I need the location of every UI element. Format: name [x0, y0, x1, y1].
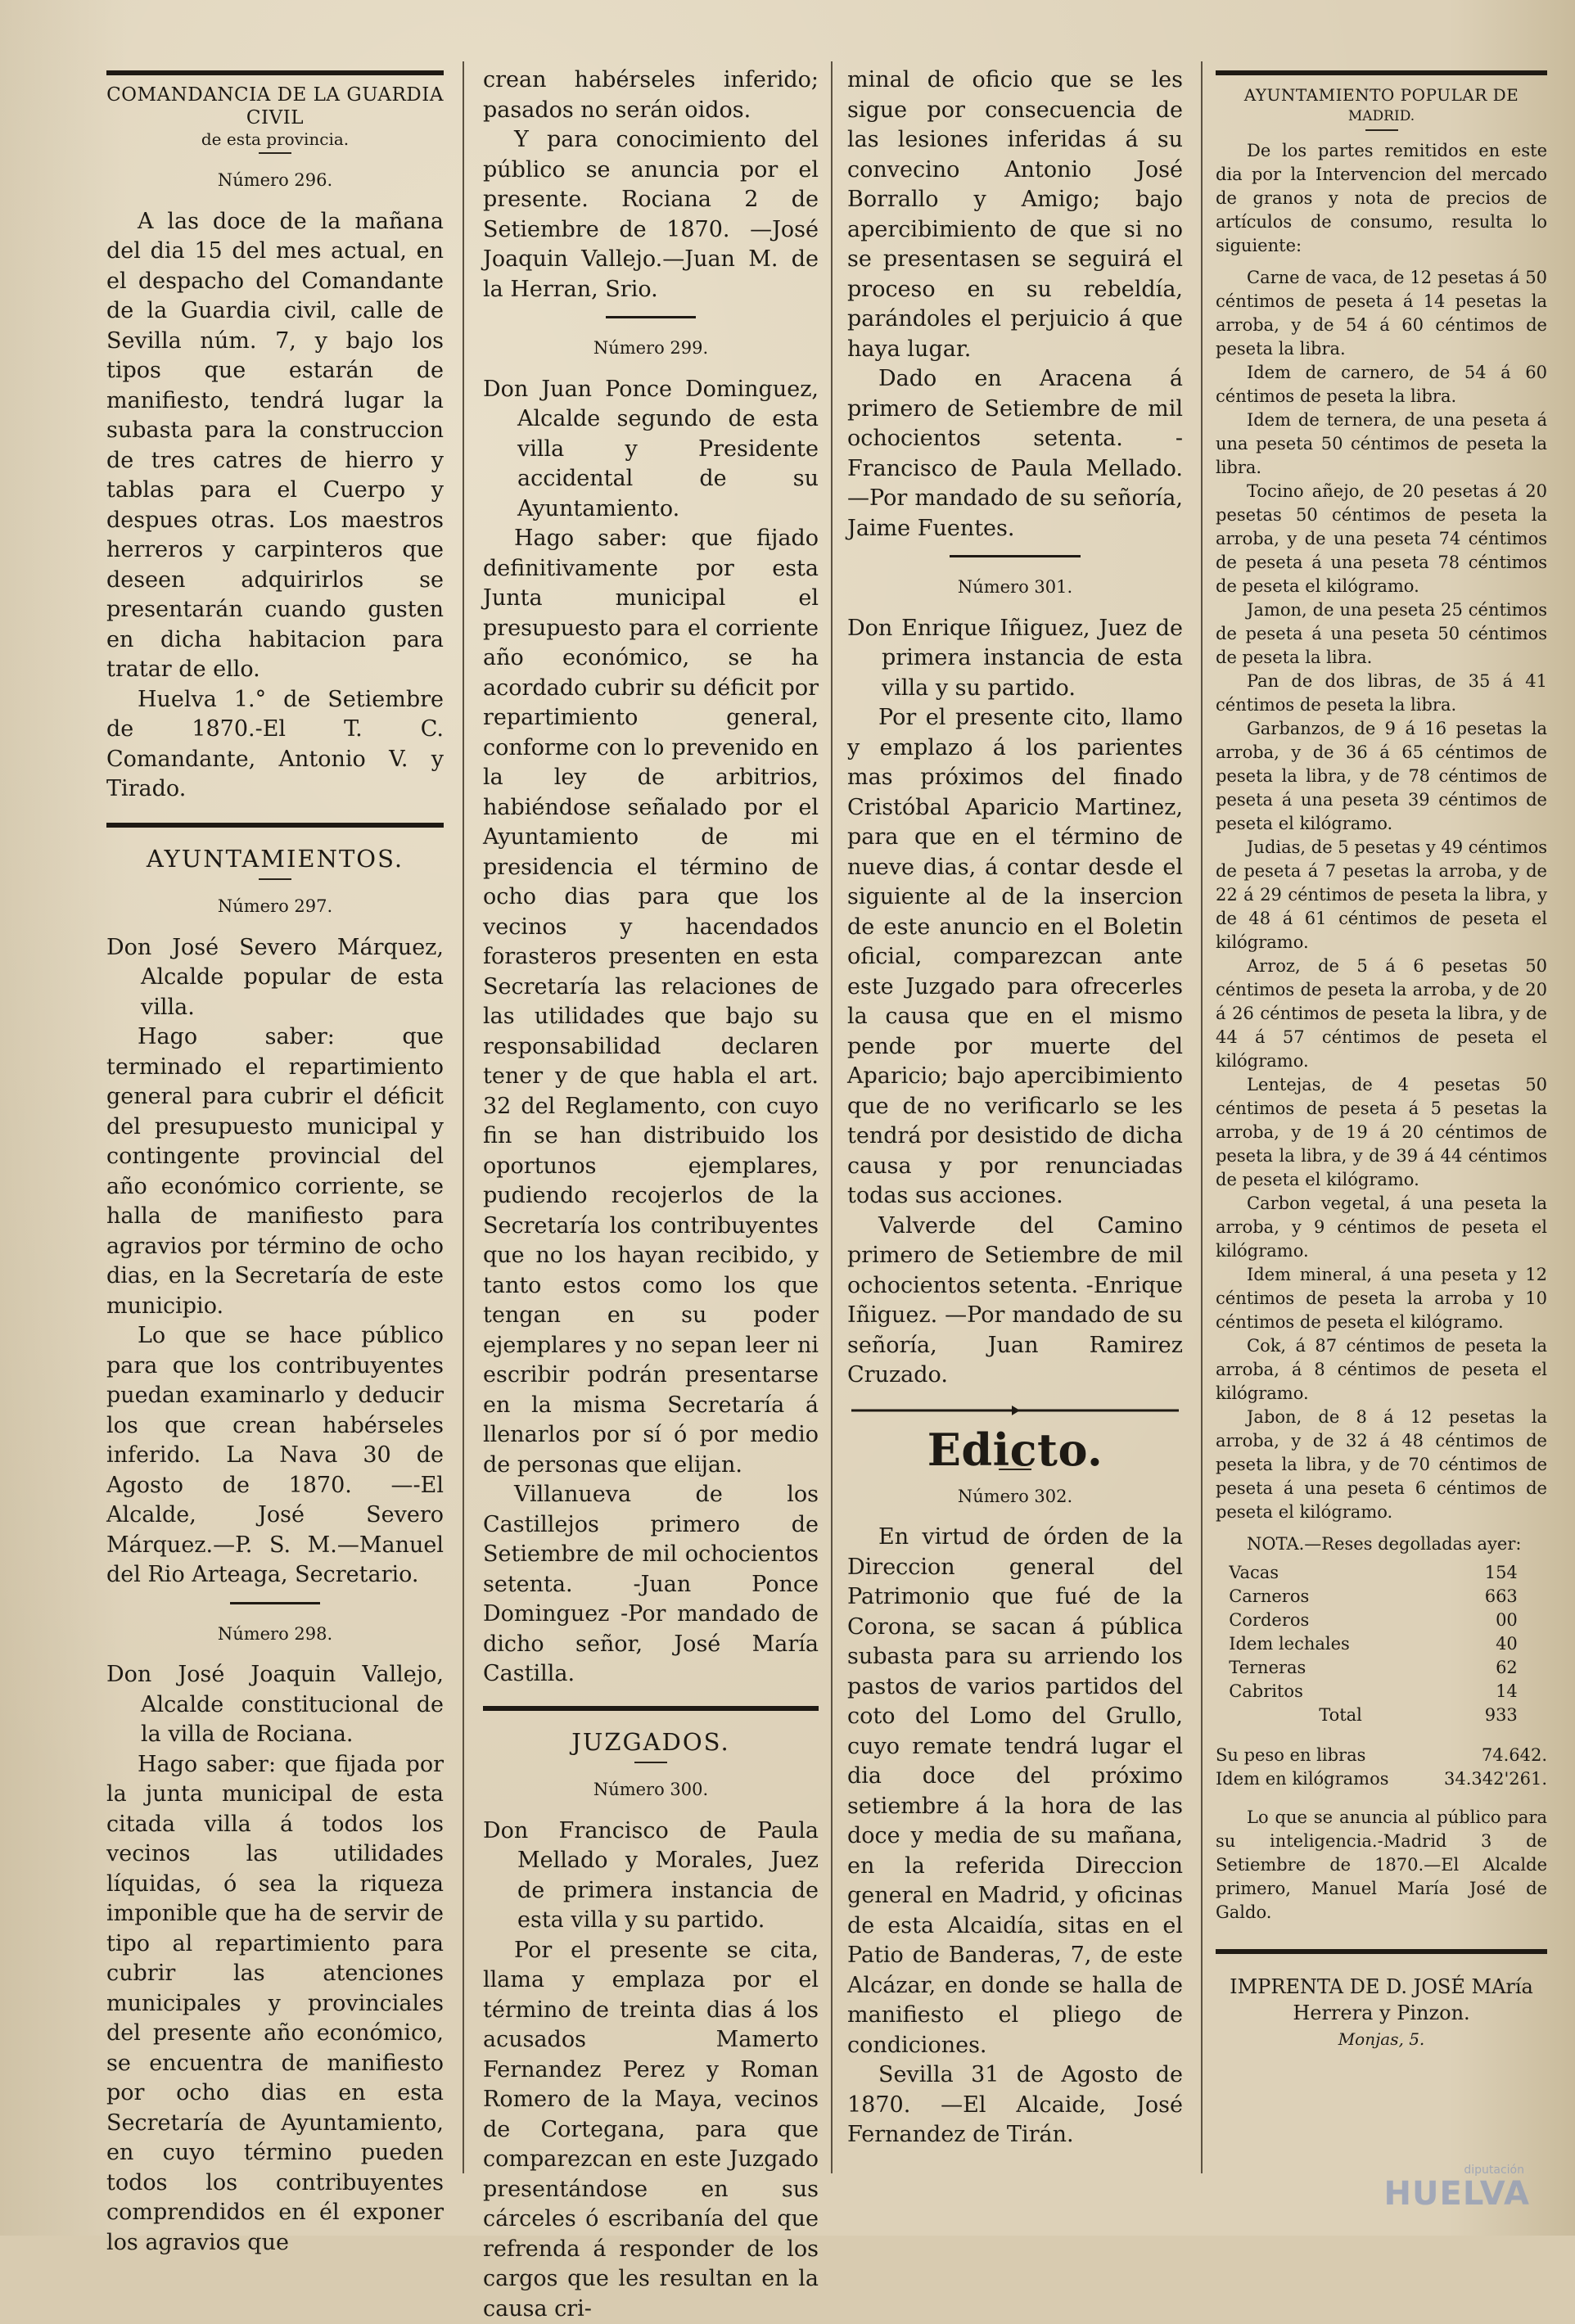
guardia-subtitle: de esta provincia.	[106, 129, 444, 149]
archive-stamp-text: HUELVA	[1384, 2175, 1530, 2213]
section-ayuntamientos: AYUNTAMIENTOS.	[106, 844, 444, 874]
column-separator	[1201, 61, 1203, 2173]
numero-296: Número 296.	[106, 165, 444, 196]
price-item: Jamon, de una peseta 25 céntimos de peseta á una peseta 50 céntimos de peseta la libra.	[1216, 598, 1547, 670]
divider	[230, 1602, 320, 1604]
reses-value: 154	[1452, 1561, 1534, 1585]
price-item: Cok, á 87 céntimos de peseta la arroba, á 8 céntimos de peseta el kilógramo.	[1216, 1334, 1547, 1406]
n301-heading: Don Enrique Iñiguez, Juez de primera instancia de esta villa y su partido.	[847, 614, 1183, 704]
reses-value: 663	[1452, 1585, 1534, 1609]
n301-body2: Valverde del Camino primero de Setiembre de mil ochocientos setenta. -Enrique Iñiguez. —Por mandado de su señoría, Juan Ramirez Cruzado.	[847, 1212, 1183, 1391]
peso-kg-label: Idem en kilógramos	[1216, 1767, 1389, 1791]
n300-cont-body2: Dado en Aracena á primero de Setiembre de mil ochocientos setenta. -Francisco de Paula Mellado. —Por mandado de su señoría, Jaime Fuentes.	[847, 364, 1183, 544]
price-item: Idem de ternera, de una peseta á una peseta 50 céntimos de peseta la libra.	[1216, 408, 1547, 480]
section-juzgados: JUZGADOS.	[483, 1727, 819, 1758]
madrid-title: AYUNTAMIENTO POPULAR DE	[1216, 83, 1547, 106]
numero-300: Número 300.	[483, 1775, 819, 1805]
reses-table	[1229, 1561, 1534, 1727]
imprenta-address: Monjas, 5.	[1216, 2026, 1547, 2052]
madrid-subtitle: MADRID.	[1216, 106, 1547, 126]
divider	[259, 152, 291, 154]
table-row-total	[1229, 1704, 1534, 1727]
peso-kg-value: 34.342'261.	[1444, 1767, 1547, 1791]
column-separator	[463, 61, 464, 2173]
numero-302: Número 302.	[847, 1482, 1183, 1512]
peso-kg-row	[1216, 1767, 1547, 1791]
column-2	[483, 65, 819, 2324]
divider	[259, 878, 291, 880]
n298-heading: Don José Joaquin Vallejo, Alcalde constitucional de la villa de Rociana.	[106, 1660, 444, 1750]
price-item: Tocino añejo, de 20 pesetas á 20 pesetas 50 céntimos de peseta la arroba, y de una peseta 74 céntimos de peseta á una peseta 78 céntimos de peseta el kilógramo.	[1216, 480, 1547, 598]
n300-cont-body1: minal de oficio que se les sigue por consecuencia de las lesiones inferidas á su convecino Antonio José Borrallo y Amigo; bajo apercibimiento de que si no se presentasen se seguirá el proceso en su rebeldía, parándoles el perjuicio á que haya lugar.	[847, 65, 1183, 364]
price-item: Carbon vegetal, á una peseta la arroba, y 9 céntimos de peseta el kilógramo.	[1216, 1192, 1547, 1263]
total-label: Total	[1229, 1704, 1452, 1727]
price-item: Idem mineral, á una peseta y 12 céntimos de peseta la arroba y 10 céntimos de peseta el kilógramo.	[1216, 1263, 1547, 1334]
rule	[106, 70, 444, 75]
madrid-closing: Lo que se anuncia al público para su inteligencia.-Madrid 3 de Setiembre de 1870.—El Alcalde primero, Manuel María José de Galdo.	[1216, 1806, 1547, 1925]
rule	[106, 823, 444, 828]
price-item: Judias, de 5 pesetas y 49 céntimos de peseta á 7 pesetas la arroba, y de 22 á 29 céntimos de peseta la libra, y de 48 á 61 céntimos de peseta el kilógramo.	[1216, 836, 1547, 954]
table-row	[1229, 1632, 1534, 1656]
column-separator	[831, 61, 833, 2173]
n299-heading: Don Juan Ponce Dominguez, Alcalde segundo de esta villa y Presidente accidental de su Ayuntamiento.	[483, 375, 819, 525]
divider	[1365, 129, 1398, 131]
peso-libras-label: Su peso en libras	[1216, 1744, 1365, 1767]
column-4	[1216, 65, 1547, 2052]
guardia-body: A las doce de la mañana del dia 15 del mes actual, en el despacho del Comandante de la Guardia civil, calle de Sevilla núm. 7, y bajo los tipos que estarán de manifiesto, tendrá lugar la subasta para la construccion de tres catres de hierro y tablas para el Cuerpo y despues otras. Los maestros herreros y carpinteros que deseen adquirirlos se presentarán cuando gusten en dicha habitacion para tratar de ello.	[106, 207, 444, 685]
total-value: 933	[1452, 1704, 1534, 1727]
n297-heading: Don José Severo Márquez, Alcalde popular de esta villa.	[106, 933, 444, 1023]
edicto-body2: Sevilla 31 de Agosto de 1870. —El Alcaide, José Fernandez de Tirán.	[847, 2060, 1183, 2150]
guardia-firma: Huelva 1.° de Setiembre de 1870.-El T. C. Comandante, Antonio V. y Tirado.	[106, 685, 444, 805]
reses-value: 14	[1452, 1680, 1534, 1704]
edicto-body1: En virtud de órden de la Direccion general del Patrimonio que fué de la Corona, se sacan á pública subasta para su arriendo los pastos de varios partidos del coto del Lomo del Grullo, cuyo remate tendrá lugar el dia doce del próximo setiembre á la hora de las doce y media de su mañana, en la referida Direccion general en Madrid, y oficinas de esta Alcaidía, sitas en el Patio de Banderas, 7, de este Alcázar, en donde se halla de manifiesto el pliego de condiciones.	[847, 1523, 1183, 2060]
n297-body1: Hago saber: que terminado el repartimiento general para cubrir el déficit del presupuesto municipal y contingente provincial del año económico corriente, se halla de manifiesto para agravios por término de ocho dias, en la Secretaría de este municipio.	[106, 1022, 444, 1321]
reses-name: Carneros	[1229, 1585, 1452, 1609]
numero-297: Número 297.	[106, 891, 444, 922]
reses-name: Idem lechales	[1229, 1632, 1452, 1656]
price-item: Jabon, de 8 á 12 pesetas la arroba, y de 32 á 48 céntimos de peseta la libra, y de 70 céntimos de peseta á una peseta 6 céntimos de peseta el kilógramo.	[1216, 1406, 1547, 1524]
column-3	[847, 65, 1183, 2150]
numero-301: Número 301.	[847, 572, 1183, 602]
table-row	[1229, 1585, 1534, 1609]
divider	[634, 1762, 667, 1763]
peso-libras-value: 74.642.	[1482, 1744, 1547, 1767]
n297-body2: Lo que se hace público para que los contribuyentes puedan examinarlo y deducir los que crean habérseles inferido. La Nava 30 de Agosto de 1870. —-El Alcalde, José Severo Márquez.—P. S. M.—Manuel del Rio Arteaga, Secretario.	[106, 1321, 444, 1591]
table-row	[1229, 1680, 1534, 1704]
n300-heading: Don Francisco de Paula Mellado y Morales, Juez de primera instancia de esta villa y su partido.	[483, 1816, 819, 1936]
numero-298: Número 298.	[106, 1619, 444, 1649]
peso-libras-row	[1216, 1744, 1547, 1767]
price-item: Arroz, de 5 á 6 pesetas 50 céntimos de peseta la arroba, y de 20 á 26 céntimos de peseta la libra, y de 44 á 57 céntimos de peseta el kilógramo.	[1216, 954, 1547, 1073]
column-1	[106, 65, 444, 2258]
price-item: Pan de dos libras, de 35 á 41 céntimos de peseta la libra.	[1216, 670, 1547, 717]
numero-299: Número 299.	[483, 333, 819, 363]
divider	[950, 555, 1081, 557]
n299-body2: Villanueva de los Castillejos primero de Setiembre de mil ochocientos setenta. -Juan Ponce Dominguez -Por mandado de dicho señor, José María Castilla.	[483, 1480, 819, 1690]
n298-cont-body2: Y para conocimiento del público se anuncia por el presente. Rociana 2 de Setiembre de 1870. —José Joaquin Vallejo.—Juan M. de la Herran, Srio.	[483, 125, 819, 305]
reses-name: Terneras	[1229, 1656, 1452, 1680]
n300-body: Por el presente se cita, llama y emplaza por el término de treinta dias á los acusados Mamerto Fernandez Perez y Roman Romero de la Maya, vecinos de Cortegana, para que comparezcan en este Juzgado presentándose en sus cárceles ó escribanía del que refrenda á responder de los cargos que les resultan en la causa cri-	[483, 1936, 819, 2324]
reses-name: Corderos	[1229, 1609, 1452, 1632]
rule	[1216, 70, 1547, 75]
reses-value: 00	[1452, 1609, 1534, 1632]
archive-stamp-small: diputación	[1464, 2164, 1524, 2177]
edicto-title: Edicto.	[847, 1435, 1183, 1465]
n298-cont-body1: crean habérseles inferido; pasados no serán oidos.	[483, 65, 819, 125]
table-row	[1229, 1561, 1534, 1585]
ornament-rule-icon	[851, 1404, 1179, 1417]
reses-name: Cabritos	[1229, 1680, 1452, 1704]
table-row	[1229, 1656, 1534, 1680]
reses-value: 62	[1452, 1656, 1534, 1680]
imprenta-line: IMPRENTA DE D. JOSÉ MAría Herrera y Pinzon.	[1216, 1974, 1547, 2026]
ornament-rule	[847, 1396, 1183, 1426]
n298-body: Hago saber: que fijada por la junta municipal de esta citada villa á todos los vecinos las utilidades líquidas, ó sea la riqueza imponible que ha de servir de tipo al repartimiento para cubrir las atenciones municipales y provinciales del presente año económico, se encuentra de manifiesto por ocho dias en esta Secretaría de Ayuntamiento, en cuyo término pueden todos los contribuyentes comprendidos en él exponer los agravios que	[106, 1750, 444, 2259]
nota-label: NOTA.—Reses degolladas ayer:	[1216, 1532, 1547, 1556]
n299-body1: Hago saber: que fijado definitivamente por esta Junta municipal el presupuesto para el corriente año económico, se ha acordado cubrir su déficit por repartimiento general, conforme con lo prevenido en la ley de arbitrios, habiéndose señalado por el Ayuntamiento de mi presidencia el término de ocho dias para que los vecinos y hacendados forasteros presenten en esta Secretaría las relaciones de las utilidades que bajo su responsabilidad declaren tener y de que habla el art. 32 del Reglamento, con cuyo fin se han distribuido los oportunos ejemplares, pudiendo recojerlos de la Secretaría los contribuyentes que no los hayan recibido, y tanto estos como los que tengan en su poder ejemplares y no sepan leer ni escribir podrán presentarse en la misma Secretaría á llenarlos por sí ó por medio de personas que elijan.	[483, 524, 819, 1480]
rule	[1216, 1949, 1547, 1954]
rule	[483, 1706, 819, 1711]
guardia-title: COMANDANCIA DE LA GUARDIA CIVIL	[106, 83, 444, 129]
reses-name: Vacas	[1229, 1561, 1452, 1585]
n301-body1: Por el presente cito, llamo y emplazo á los parientes mas próximos del finado Cristóbal Aparicio Martinez, para que en el término de nueve dias, á contar desde el siguiente al de la insercion de este anuncio en el Boletin oficial, comparezcan ante este Juzgado para ofrecerles la causa que en el mismo pende por muerte del Aparicio; bajo apercibimiento que de no verificarlo se les tendrá por desistido de dicha causa y por renunciadas todas sus acciones.	[847, 703, 1183, 1212]
price-item: Garbanzos, de 9 á 16 pesetas la arroba, y de 36 á 65 céntimos de peseta la libra, y de 78 céntimos de peseta á una peseta 39 céntimos de peseta el kilógramo.	[1216, 717, 1547, 836]
table-row	[1229, 1609, 1534, 1632]
price-item: Carne de vaca, de 12 pesetas á 50 céntimos de peseta á 14 pesetas la arroba, y de 54 á 60 céntimos de peseta la libra.	[1216, 266, 1547, 361]
madrid-intro: De los partes remitidos en este dia por la Intervencion del mercado de granos y nota de precios de artículos de consumo, resulta lo siguiente:	[1216, 139, 1547, 258]
price-item: Idem de carnero, de 54 á 60 céntimos de peseta la libra.	[1216, 361, 1547, 408]
divider	[606, 316, 696, 318]
reses-value: 40	[1452, 1632, 1534, 1656]
price-item: Lentejas, de 4 pesetas 50 céntimos de peseta á 5 pesetas la arroba, y de 19 á 20 céntimos de peseta la libra, y de 39 á 44 céntimos de peseta el kilógramo.	[1216, 1073, 1547, 1192]
